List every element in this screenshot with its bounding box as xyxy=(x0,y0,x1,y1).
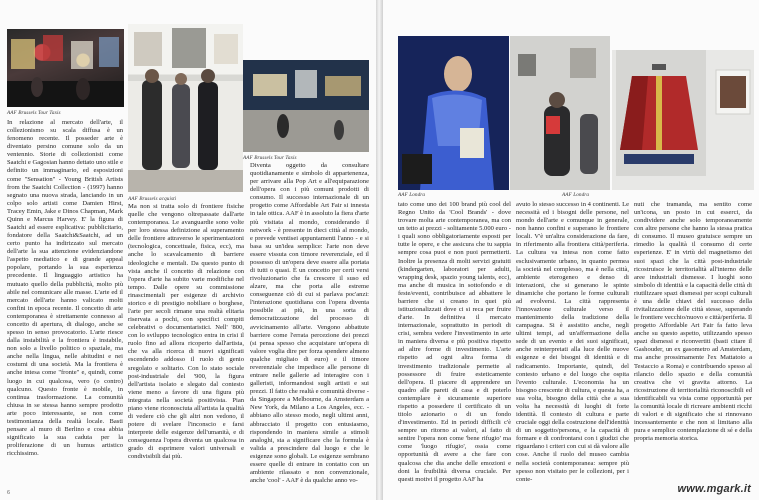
text-column-5 xyxy=(516,201,629,484)
photo-red-jacket-artwork xyxy=(612,50,754,190)
caption-photo-5: AAF Londra xyxy=(562,192,590,198)
photo-gallery-corridor xyxy=(510,36,610,190)
website-watermark[interactable]: www.mgark.it xyxy=(677,483,751,495)
caption-photo-1: AAF Brussels Tour Taxis xyxy=(7,110,61,116)
photo-performer-blue xyxy=(398,36,509,190)
caption-photo-3: AAF Brussels Tour Taxis xyxy=(243,155,297,161)
column-text: Diventa oggetto da consultare quotidianamente e simbolo di appartenenza, per arrivare alla Pop Art e all'equiparazione dell'opera con i più comuni prodotti di consumo. Il successo internazionale di un progetto come Affordable Art Fair si innesta in tale ottica. AAF è in assoluto la fiera d'arte più visitata al mondo, considerando il network - è presente in dieci città al mondo, e prevede ventisei appuntamenti l'anno - e si basa su un'idea semplice: l'arte non deve essere vissuta con timore reverenziale, ed il possesso di un'opera deve essere alla portata di tutti o quasi. È un concetto per certi versi rivoluzionario che fa crescere il suso ed alzare, ma che porta alle estreme conseguenze ciò di cui si parlava poc'anzi: l'interazione quotidiana con l'opera diventa possibile ai più, in una sorta di democratizzazione del processo di avvicinamento all'arte. Vengono abbattute barriere come l'errata percezione dei prezzi (si pensa spesso che acquistare un'opera di valore voglia dire per forza spendere almeno qualche migliaio di euro) e il timore reverenziale che impedisce alle persone di entrare nelle gallerie ad interagire con i galleristi, informandosi sugli artisti e sui prezzi. Il fatto che realtà e comunità diverse - da Singapore a Melbourne, da Amsterdam a New York, da Milano a Los Angeles, ecc. - abbiano allo stesso modo, negli ultimi anni, abbracciato il progetto con entusiasmo, rispondendo in maniera simile a stimoli analoghi, sta a significare che la formula è valida a prescindere dal luogo e che le esigenze sono globali. Le esigenze sembrano essere quelle di entrare in contatto con un ambiente rilassato e non convenzionale, anche 'cool' - AAF è da qualche anno vo- xyxy=(250,162,369,485)
caption-photo-4: AAF Londra xyxy=(398,192,426,198)
caption-photo-2: AAF Brussels acquisti xyxy=(128,196,177,202)
page-number: 6 xyxy=(7,490,11,496)
column-text: tato come uno dei 100 brand più cool del Regno Unito da 'Cool Brands' - dove trovare molta arte contemporanea, ma con un tetto ai prezzi - solitamente 5.000 euro - i quali sono obbligatoriamente esposti per tutte le opere, e che assicura che tu sappia sempre cosa puoi e non puoi permetterti. Inoltre la presenza di molti servizi gratuiti (kindergarten, laboratori per adulti, wrapping desk, spazio young talents, ecc), ma anche di musica in sottofondo e di feste/eventi, contribuisce ad abbattere le barriere che si creano in quei più istituzionalizzati dove ci si reca per fruire d'arte. In definitiva il mercato internazionale, soprattutto in periodi di crisi, sembra vedere l'investimento in arte in maniera diversa e più positiva rispetto ad altre forme di investimento. L'arte rispetto ad ogni altra forma di investimento tradizionale permette al possessore di fruire esteticamente dell'opera. Il piacere di apprendere un quadro alle pareti di casa e di poterlo contemplare è sicuramente superiore rispetto a possedere il certificato di un titolo azionario o di un fondo d'investimento. Ed in periodi difficili c'è sempre un ritorno ai valori, al fatto di sentire l'opera non come 'bene rifugio' ma come 'luogo rifugio', ossia come opportunità di avere a che fare con qualcosa che dia anche delle emozioni e doni la fruibilità diversa cruciale. Per questi motivi il progetto AAF ha xyxy=(398,201,511,483)
column-text: Ma non si tratta solo di frontiere fisiche quelle che vengono oltrepassate dall'arte contemporanea. Le avanguardie sono volte per loro stessa definizione al superamento delle frontiere attraverso le sperimentazioni (tecnologica, concettuale, fisica, ecc), ma anche lo scavalcamento di barriere ideologiche e mentali. Da questo punto di vista anche il concetto di relazione con l'opera d'arte ha subito varie modifiche nel tempo. Dalle opere su commissione rinascimentali per esigenze di archivio storico e di prestigio nobiliare o borghese, l'arte per secoli rimane una realtà elitaria riservata a pochi, con specifici compiti celebrativi o documentaristici. Nell' '800, con lo sviluppo tecnologico entra in crisi il ruolo fino ad allora ricoperto dall'artista, che va alla ricerca di nuovi significati escendendo addosso il ruolo di genio sregolato e solitario. Con lo stato sociale post-industriale del '900, la figura dell'artista isolato e slegato dal contesto viene meno a favore di una figura più integrata nella società positivista. Pian piano viene riconosciuta all'artista la qualità di vedere ciò che gli altri non vedono, il potere di svelare l'inconscio e farsi interprete delle esigenze dell'umanità, e di conseguenza l'opera diventa un qualcosa in grado di esprimere valori universali e condivisibili dai più. xyxy=(128,203,244,461)
text-column-1 xyxy=(7,119,123,458)
column-text: In relazione al mercato dell'arte, il collezionismo su scala diffusa è un fenomeno recente. Il posseder arte è diventato persino comune solo da un ventennio. Storie di collezionisti come Saatchi e Gagosian hanno dettato uno stile e definito un immaginario, ed esposizioni come "Sensation" - Young British Artists from the Saatchi Collection - (1997) hanno segnato una nuova strada, lanciando in un colpo solo artisti come Damien Hirst, Tracey Emin, Jake e Dinos Chapman, Mark Quinn e Marcus Harvey. E' la figura di Saatchi ad essere esplicativa: pubblicitario, fondatore della Saatchi&Saatchi, ad un certo punto ha indirizzato sul mercato dell'arte la sua attenzione evidenziandone l'aspetto mediatico e di grande appeal popolare, portando la sua esperienza precedente. Il linguaggio artistico ha mutuato quello della pubblicità, molto più abile nel comunicare alle masse. L'arte ed il mercato dell'arte hanno valicato molti confini in epoca recente. Il concetto di arte contemporanea è strettamente connesso al concetto di apertura, di dialogo, anche se spesso in senso provocatorio. L'arte riesce dalla instabilità e la frontiera è instabile, non solo a livello politico o spaziale, ma anche nella lingua, nelle abitudini e nei costumi di una società. Ma la frontiera è anche intesa come "fronte" e, quindi, come luogo in cui qualcosa, vero (o contro) qualcuno. Questo fronte è mobile, in continua trasformazione. La comunità chiusa in se stessa hanno sempre prodotto arte poco interessante, se non come testimonianza della realtà locale. Basti pensare al muro di Berlino e cosa abbia significato la sua caduta per la proliferazione di un humus artistico ricchissimo. xyxy=(7,119,123,458)
photo-fair-exterior xyxy=(243,60,369,152)
text-column-6 xyxy=(634,201,752,443)
photo-gallery-visitors xyxy=(128,24,243,192)
text-column-2 xyxy=(128,203,244,462)
column-text: avuto lo stesso successo in 4 continenti. Le necessità ed i bisogni delle persone, nel mondo dell'arte e comunque in generale, non hanno confini e superano le frontiere locali. V'è un'altra considerazione da fare, in riferimento alla frontiera città/periferia. La cultura va intesa non come fatto esclusivamente urbano, in quanto permea la società nel complesso, ma è nella città, ambiente eterogeneo e denso di interazioni, che si generano le spinte dinamiche che portano le forme culturali ad evolversi. La città rappresenta l'innovazione culturale verso il mantenimento della tradizione della campagna. Si è assistito anche, negli ultimi tempi, ad un'affermazione della sede di un evento e dei suoi significati, anche reinterpretati alla luce delle nuove esigenze e dei bisogni di identità e di radicamento. Importante, quindi, del contesto urbano e del luogo che ospita l'evento culturale. L'economia ha un bisogno crescente di cultura, e questa ha, a sua volta, bisogno della città che a sua volta ha necessità di luoghi di forte identità. Il contesto di cultura e parte cruciale oggi della costruzione dell'identità di un soggetto/persona, e la capacità di formare e di confrontarsi con i giudizi che riguardano i criteri con cui si dà valore alle cose. Anche il ruolo del museo cambia nella società contemporanea: sempre più spesso non visitato per le collezioni, per i conte- xyxy=(516,201,629,483)
page-gutter xyxy=(376,0,383,500)
text-column-4 xyxy=(398,201,511,484)
text-column-3 xyxy=(250,162,369,485)
photo-fair-interior xyxy=(7,29,124,107)
column-text: nuti che tramanda, ma sentito come un'icona, un posto in cui esserci, da condividere anche solo temporaneamente con altre persone che hanno la stessa pratica di consumo. Il museo gratuisce sempre un rimedio la qualità il consumo di certe esperienze. E' in virtù del magnetismo dei suoi spazi che la città post-industriale ricostruisce le territorialità all'interno delle aree industriali dismesse. I luoghi sono simbolo di identità e la capacità delle città di riutilizzare spazi dismessi per scopi culturali è una delle chiavi del successo della rivitalizzazione delle città stesse, superando le frontiere vecchio/nuovo e città/periferia. Il progetto Affordable Art Fair fa fatto leva anche su questo aspetto, utilizzando spesso spazi dismessi e riconvertiti (basti citare il Gashouder, un ex gasometro ad Amsterdam, ma anche prossimamente l'ex Mattatoio a Testaccio a Roma) e contribuendo spesso al rilancio dello spazio e della comunità creativa che vi gravita attorno. La ricostruzione di territorialità riconoscibili ed identificabili va vista come opportunità per la comunità locale di ricreare ambienti ricchi di valori e di significato che si rinnovano incessantemente e che non si limitano alla pura e semplice contemplazione di sé e della propria memoria storica. xyxy=(634,201,752,443)
